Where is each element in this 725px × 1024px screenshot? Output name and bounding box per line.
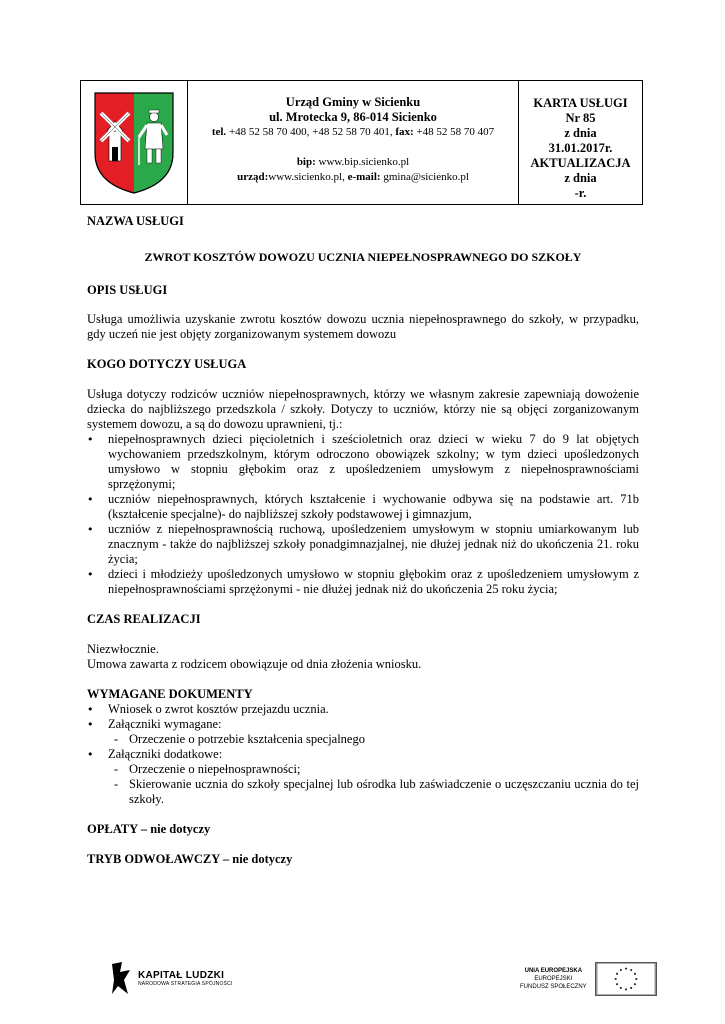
kogo-list [87, 432, 639, 597]
section-title-kogo: KOGO DOTYCZY USŁUGA [87, 357, 247, 371]
bip-line: bip: www.bip.sicienko.pl [296, 156, 410, 168]
list-item: • uczniów z niepełnosprawnością ruchową, upośledzeniem umysłowym w stopniu umiarkowanym lub znacznym - także do najbliższej szkoły ponadgimnazjalnej, nie dłużej jednak niż do ukończenia 21. roku życia; [87, 522, 639, 567]
section-title-dokumenty: WYMAGANE DOKUMENTY [87, 687, 253, 701]
logo-cell [81, 81, 188, 204]
eu-star [614, 978, 616, 980]
kogo-text: Usługa dotyczy rodziców uczniów niepełnosprawnych, którzy we własnym zakresie zapewniają dowożenie dziecka do najbliższego przedszkola / szkoły. Dotyczy to uczniów, którzy nie są objęci zorganizowanym systemem dowozu, a są do dowozu uprawnieni, tj.: [87, 387, 639, 431]
eu-flag-icon [595, 962, 657, 996]
kl-sub-text: NARODOWA STRATEGIA SPÓJNOŚCI [138, 980, 233, 987]
list-item: - Skierowanie ucznia do szkoły specjalnej lub ośrodka lub zaświadczenie o uczęszczaniu ucznia do tej szkoły. [108, 777, 639, 807]
czas-line-2: Umowa zawarta z rodzicem obowiązuje od dnia złożenia wniosku. [87, 657, 422, 671]
section-title-opis: OPIS USŁUGI [87, 283, 168, 297]
eu-star [625, 968, 627, 970]
card-update-date-label: z dnia [564, 171, 597, 185]
contact-line: urząd:www.sicienko.pl, e-mail: gmina@sicienko.pl [237, 171, 469, 183]
section-title-tryb: TRYB ODWOŁAWCZY – nie dotyczy [87, 852, 293, 866]
eu-star [635, 978, 637, 980]
eu-text: UNIA EUROPEJSKA EUROPEJSKI FUNDUSZ SPOŁECZNY [520, 968, 587, 990]
list-item: - Orzeczenie o potrzebie kształcenia specjalnego [108, 732, 639, 747]
czas-line-1: Niezwłocznie. [87, 642, 159, 656]
card-update-date: -r. [574, 186, 587, 200]
card-date-label: z dnia [564, 126, 597, 140]
additional-attachments-list [108, 762, 639, 807]
eu-star [630, 987, 632, 989]
email-link[interactable]: gmina@sicienko.pl [383, 171, 469, 183]
service-name: ZWROT KOSZTÓW DOWOZU UCZNIA NIEPEŁNOSPRAWNEGO DO SZKOŁY [144, 250, 582, 264]
eu-star [616, 983, 618, 985]
bip-link[interactable]: www.bip.sicienko.pl [318, 156, 410, 168]
eu-logo [520, 962, 657, 996]
eu-star [616, 973, 618, 975]
list-item: • Wniosek o zwrot kosztów przejazdu ucznia. [87, 702, 639, 717]
section-title-nazwa: NAZWA USŁUGI [87, 214, 184, 228]
list-item: • uczniów niepełnosprawnych, których kształcenie i wychowanie odbywa się na podstawie art. 71b (kształcenie specjalne)- do najbliższej szkoły podstawowej i gimnazjum, [87, 492, 639, 522]
kapital-ludzki-logo [110, 960, 233, 996]
eu-star [625, 988, 627, 990]
card-info-cell [519, 81, 642, 204]
eu-star [634, 973, 636, 975]
eu-star [619, 969, 621, 971]
card-update-label: AKTUALIZACJA [530, 156, 631, 170]
card-date: 31.01.2017r. [548, 141, 613, 155]
section-title-oplaty: OPŁATY – nie dotyczy [87, 822, 211, 836]
list-item: • Załączniki wymagane: [87, 717, 639, 732]
website-link[interactable]: www.sicienko.pl, [268, 171, 345, 183]
coat-of-arms-icon [93, 91, 175, 195]
list-item: - Orzeczenie o niepełnosprawności; [108, 762, 639, 777]
office-address: ul. Mrotecka 9, 86-014 Sicienko [269, 110, 437, 124]
office-info-cell [188, 81, 519, 204]
eu-star [630, 969, 632, 971]
eu-star [619, 987, 621, 989]
kl-main-text: KAPITAŁ LUDZKI [138, 969, 225, 981]
required-attachments-list [108, 732, 639, 747]
eu-star [634, 983, 636, 985]
card-number: Nr 85 [565, 111, 596, 125]
documents-list-2 [87, 747, 639, 762]
list-item: • Załączniki dodatkowe: [87, 747, 639, 762]
opis-text: Usługa umożliwia uzyskanie zwrotu kosztów dowozu ucznia niepełnosprawnego do szkoły, w przypadku, gdy uczeń nie jest objęty zorganizowanym systemem dowozu [87, 312, 639, 341]
section-title-czas: CZAS REALIZACJI [87, 612, 201, 626]
office-name: Urząd Gminy w Sicienku [285, 95, 421, 109]
header-table [80, 80, 643, 205]
list-item: • dzieci i młodzieży upośledzonych umysłowo w stopniu głębokim oraz z upośledzeniem umysłowym z niepełnosprawnościami sprzężonymi - nie dłużej jednak niż do ukończenia 25 roku życia; [87, 567, 639, 597]
documents-list [87, 702, 639, 732]
card-title: KARTA USŁUGI [533, 96, 628, 110]
office-phones: tel. +48 52 58 70 400, +48 52 58 70 401, fax: +48 52 58 70 407 [211, 126, 495, 138]
list-item: • niepełnosprawnych dzieci pięcioletnich i sześcioletnich oraz dzieci w wieku 7 do 9 lat objętych wychowaniem przedszkolnym, którym odroczono obowiązek szkolny; w tym dzieci upośledzonych umysłowo w stopniu głębokim oraz z upośledzeniem umysłowym z niepełnosprawnościami sprzężonymi; [87, 432, 639, 492]
kapital-ludzki-logo-icon [110, 960, 132, 996]
document-body [87, 214, 639, 867]
